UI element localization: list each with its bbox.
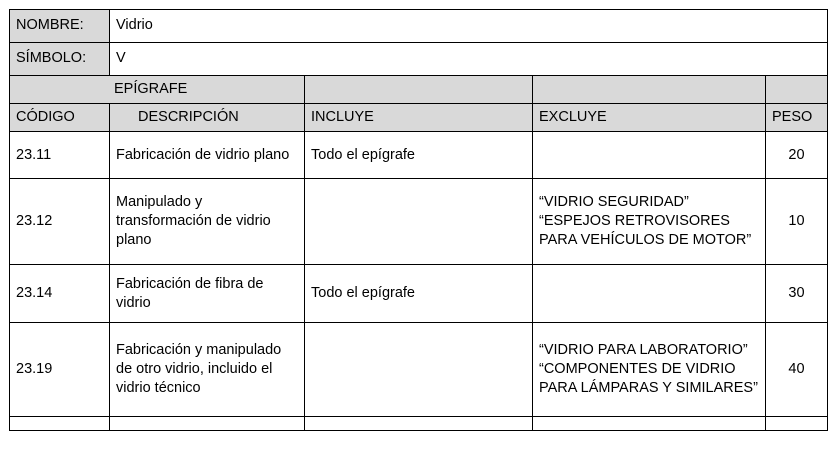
cell-descripcion: Fabricación y manipulado de otro vidrio, incluido el vidrio técnico <box>110 323 305 417</box>
band-epigrafe <box>10 76 305 104</box>
table-row-nombre <box>10 10 828 43</box>
table-row <box>10 265 828 323</box>
band-blank-incluye <box>305 76 533 104</box>
table-row <box>10 323 828 417</box>
cell-codigo: 23.12 <box>10 179 110 265</box>
label-nombre: NOMBRE: <box>10 10 110 43</box>
label-simbolo: SÍMBOLO: <box>10 43 110 76</box>
value-nombre: Vidrio <box>110 10 828 43</box>
band-blank-peso <box>766 76 828 104</box>
cell-incluye <box>305 323 533 417</box>
cell-codigo: 23.19 <box>10 323 110 417</box>
cell-codigo: 23.14 <box>10 265 110 323</box>
cell-descripcion <box>110 417 305 431</box>
epigrafe-table <box>9 9 828 431</box>
cell-excluye: “VIDRIO SEGURIDAD” “ESPEJOS RETROVISORES PARA VEHÍCULOS DE MOTOR” <box>533 179 766 265</box>
cell-incluye: Todo el epígrafe <box>305 265 533 323</box>
cell-incluye <box>305 417 533 431</box>
cell-excluye <box>533 417 766 431</box>
cell-peso: 30 <box>766 265 828 323</box>
table-row <box>10 417 828 431</box>
table-row-band <box>10 76 828 104</box>
document-page <box>0 9 837 476</box>
cell-incluye <box>305 179 533 265</box>
table-row-simbolo <box>10 43 828 76</box>
cell-peso: 10 <box>766 179 828 265</box>
cell-peso <box>766 417 828 431</box>
column-header-incluye: INCLUYE <box>305 104 533 132</box>
column-header-codigo: CÓDIGO <box>10 104 110 132</box>
cell-peso: 40 <box>766 323 828 417</box>
cell-codigo <box>10 417 110 431</box>
cell-excluye: “VIDRIO PARA LABORATORIO” “COMPONENTES DE VIDRIO PARA LÁMPARAS Y SIMILARES” <box>533 323 766 417</box>
cell-excluye <box>533 132 766 179</box>
column-header-descripcion: DESCRIPCIÓN <box>110 104 305 132</box>
column-header-peso: PESO <box>766 104 828 132</box>
cell-descripcion: Manipulado y transformación de vidrio plano <box>110 179 305 265</box>
value-simbolo: V <box>110 43 828 76</box>
column-header-excluye: EXCLUYE <box>533 104 766 132</box>
table-header-row <box>10 104 828 132</box>
cell-codigo: 23.11 <box>10 132 110 179</box>
band-blank-excluye <box>533 76 766 104</box>
cell-excluye <box>533 265 766 323</box>
cell-descripcion: Fabricación de vidrio plano <box>110 132 305 179</box>
cell-descripcion: Fabricación de fibra de vidrio <box>110 265 305 323</box>
cell-incluye: Todo el epígrafe <box>305 132 533 179</box>
table-row <box>10 132 828 179</box>
table-row <box>10 179 828 265</box>
band-epigrafe-label: EPÍGRAFE <box>114 81 188 97</box>
cell-peso: 20 <box>766 132 828 179</box>
